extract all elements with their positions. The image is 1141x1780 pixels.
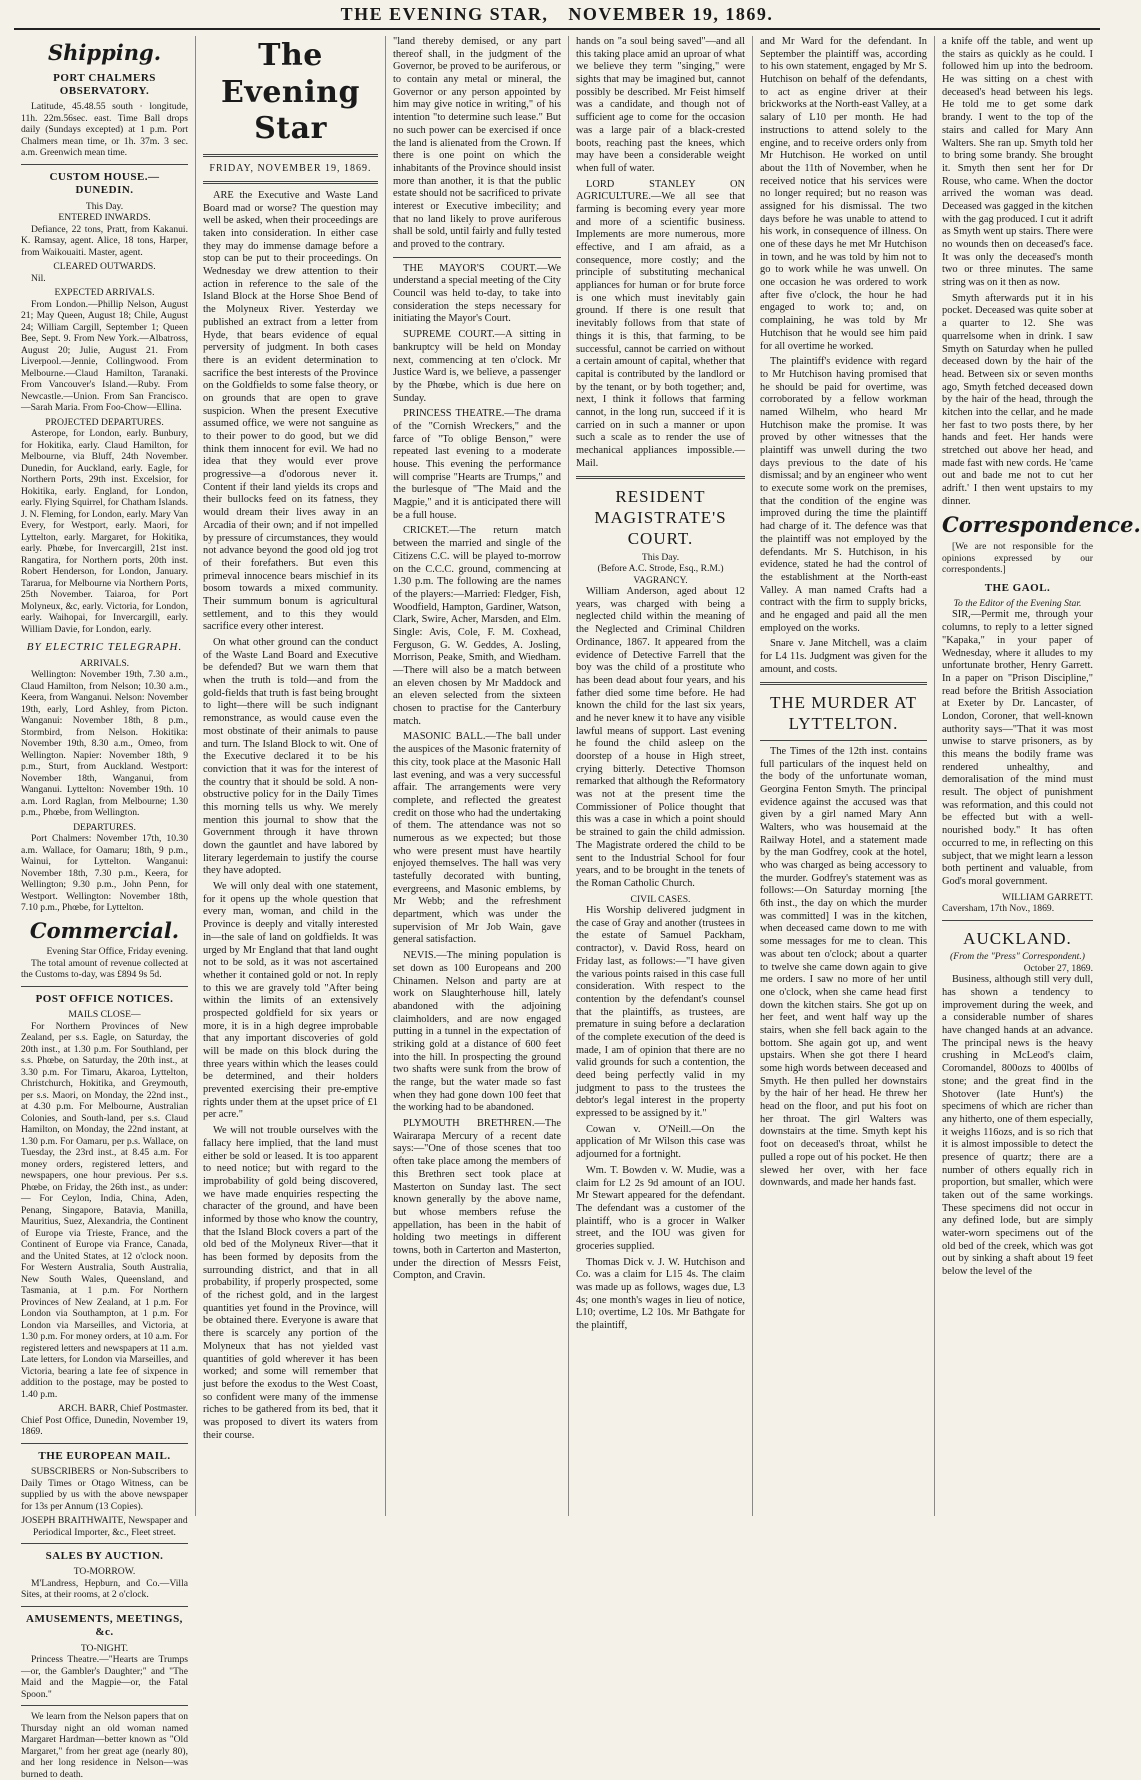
entered-text: Defiance, 22 tons, Pratt, from Kakanui. K. Ramsay, agent. Alice, 18 tons, Harper, from Waikouaiti. Master, agent. [21,223,188,258]
divider [21,1705,188,1706]
customs-heading: CUSTOM HOUSE.—DUNEDIN. [49,170,160,197]
news-cricket: CRICKET.—The return match between the married and single of the Citizens C.C. will be played to-morrow on the C.C.C. ground, commencing at 1.30 p.m. The following are the names of the players:—Married: Fledger, Fish, Woodfield, Hampton, Gardiner, Watson, Clark, Swire, Acher, Marsden, and Elm. Single: Avis, Cole, F. M. Coxhead, Ferguson, G. W. Geddes, A. Josling, Morrison, Peake, Smith, and Wiedham.—There will also be a match between an eleven chosen by Mr Maddock and an eleven selected from the sixteen chosen to practise for the Canterbury match. [393,525,561,727]
divider [393,257,561,258]
news-supreme-court: SUPREME COURT.—A sitting in bankruptcy will be held on Monday next, commencing at ten o'clock. Mr Justice Ward is, we believe, a passenger by the Phœbe, which is due here on Sunday. [393,329,561,404]
observatory-heading: PORT CHALMERS OBSERVATORY. [53,71,156,98]
auckland-heading: AUCKLAND. [963,928,1072,948]
divider [21,1543,188,1544]
column-leader [196,36,386,1516]
commercial-text: The total amount of revenue collected at the Customs to-day, was £894 9s 5d. [21,957,188,981]
european-mail-text: SUBSCRIBERS or Non-Subscribers to Daily Times or Otago Witness, can be supplied by us with the above newspaper for 13s per Annum (13 Copies). [21,1466,188,1512]
civil-cases-heading: CIVIL CASES. [630,893,691,905]
divider [203,154,378,157]
commercial-office: Evening Star Office, Friday evening. [46,946,188,958]
vagrancy-heading: VAGRANCY. [633,574,688,586]
divider [760,682,927,685]
masthead [14,0,1100,30]
column-murder [753,36,935,1516]
news-masonic-ball: MASONIC BALL.—The ball under the auspices of the Masonic fraternity of this city, took place at the Masonic Hall last evening, and was a very successful affair. The arrangements were very complete, and reflected the greatest credit on those who had the undertaking of them. The attendance was not so numerous as we expected; but those who were present must have heartily enjoyed themselves. The hall was very tastefully decorated with bunting, evergreens, and Masonic emblems, by Mr Webb; and the refreshment department, which was under the supervision of Mr Job Wain, gave general satisfaction. [393,731,561,946]
murder-continued: a knife off the table, and went up the stairs as quickly as he could. I followed him up into the bedroom. He was sitting on a chest with deceased's head between his legs. He told me to get some dark brandy. I went to the top of the stairs and called for Mary Ann Walters. She ran up. Smyth told her to bring some brandy. She brought it. Smyth then sent her for Dr Rouse, who came. When the doctor arrived the woman was dead. Deceased was gagged in the kitchen with the gag produced. I cut it adrift as Smyth went up stairs. There were no wounds then on deceased's face. It was only the deceased's month two or three minutes. The same string was on it then as now. [942,36,1093,289]
cleared-heading: CLEARED OUTWARDS. [53,261,156,273]
sales-text: M'Landress, Hepburn, and Co.—Villa Sites, at their rooms, at 2 o'clock. [21,1577,188,1601]
departures-text: Port Chalmers: November 17th, 10.30 a.m. Wallace, for Oamaru; 18th, 9 p.m., Wainui, for Lyttelton. Wanganui: November 18th, 7.30 p.m., Keera, for Wellington; 9.30 p.m., John Penn, for Westport. Wellington: November 18th, 7.10 p.m., Phœbe, for Lyttelton. [21,833,188,914]
divider [203,181,378,184]
divider [21,164,188,165]
rm-before: (Before A.C. Strode, Esq., R.M.) [597,563,724,575]
divider [760,740,927,741]
vagrancy-text: William Anderson, aged about 12 years, was charged with being a neglected child within the meaning of the Neglected and Criminal Children Ordinance, 1867. It appeared from the evidence of Detective Farrell that the boy was the child of a prostitute who has been dead about four years, and his father died some time before. He had known the child for the last six years, and he never knew it to have any visible lawful means of support. Last evening he found the child asleep on the doorstep of a house in High street, crying bitterly. Detective Thomson remarked that although the Reformatory was not at the present time the Commissioner of Police thought that this was a case in which a point should be strained to gain the child admission. The Magistrate ordered the child to be sent to the Industrial School for four years, and to be brought in the tenets of the Roman Catholic Church. [576,586,745,889]
case-snare: Snare v. Jane Mitchell, was a claim for L4 11s. Judgment was given for the amount, and costs. [760,638,927,675]
auckland-from: (From the "Press" Correspondent.) [950,951,1085,963]
case-dick-continued: and Mr Ward for the defendant. In September the plaintiff was, according to his own statement, engaged by Mr S. Hutchison on behalf of the defendants, to act as engine driver at their brickworks at the North-east Valley, at a salary of L10 per month. He had instructions to attend solely to the engine, and to receive orders only from Mr Hutchison. He worked on until about the 11th of November, when he received notice that his services were no longer required; but no reason was assigned for his dismissal. The two days before he was unable to attend to his work, in consequence of illness. On one of these days he met Mr Hutchison in town, and he was told by him not to go to work while he was unwell. On one occasion he was ordered to work after five o'clock, the hour he had engaged to work to; and, on complaining, he was told by Mr Hutchison that he would see him paid for all overtime he worked. [760,36,927,352]
murder-text: The Times of the 12th inst. contains full particulars of the inquest held on the body of the unfortunate woman, Georgina Fenton Smyth. The principal evidence against the accused was that given by a girl named Mary Ann Walters, who was housemaid at the Railway Hotel, and a statement made by the man Godfrey, cook at the hotel, who was charged as being accessory to the murder. Godfrey's statement was as follows:—On Saturday morning [the 6th inst., the day on which the murder was committed] I was in the kitchen, when deceased came down to me with some messages for me to clean. This was about ten o'clock; about a quarter to twelve she came down again to give me orders. I saw no more of her until one o'clock, when she came head first down the kitchen stairs. She got up on her feet, and went half way up the stairs, when she fell back again to the bottom. She again got up, and went upstairs. When she got there I heard some high words between deceased and Smyth. He then pulled her downstairs by the hair of her head. He threw her head on the floor, and put his foot on her throat. The girl Walters was downstairs at the time. Smyth kept his foot on deceased's throat, whilst he pulled a rope out of his pocket. He then slewed her over, with her face downwards, and made her hands fast. [760,745,927,1189]
gaol-heading: THE GAOL. [984,581,1051,594]
leader-continued: "land thereby demised, or any part thereof shall, in the judgment of the Governor, be proved to be auriferous, or to contain any metal or mineral, the Governor or any person appointed by him may give notice in writing," of his intention "to determine such lease." But no such power can be exercised if once the land is alienated from the Crown. If there is one point on which the inhabitants of the Province should insist more than another, it is that the public estate should not be sacrificed to private interest or Executive imbecility; and that no land likely to prove auriferous shall be sold, until fairly and fully tested and proved to the contrary. [393,36,561,250]
rm-day: This Day. [641,551,680,563]
shipping-heading: Shipping. [47,40,162,65]
news-plymouth-brethren: PLYMOUTH BRETHREN.—The Wairarapa Mercury of a recent date says:—"One of those scenes that too often take place among the members of this Brethren sect took place at Masterton on Sunday last. The sect known generally by the above name, but whose members refuse the appellation, has been in the habit of holding two meetings in different towns, both in Carterton and Masterton, under the direction of Messrs Feist, Compton, and Cravin. [393,1118,561,1282]
murder-heading: THE MURDER AT LYTTELTON. [769,693,918,734]
case-bowden: Wm. T. Bowden v. W. Mudie, was a claim for L2 2s 9d amount of an IOU. Mr Stewart appeared for the defendant. The defendant was a customer of the plaintiff, who is a grocer in Walker street, and the IOU was given for groceries supplied. [576,1164,745,1252]
brethren-continued: hands on "a soul being saved"—and all this taking place amid an uproar of what we believe they term "singing," were sights that may be imagined but, cannot possibly be described. Mr Feist himself was a candidate, and though not of sufficient age to come for the occasion was a large pair of a black-crested boots, reaching past the knees, which may have been a considerable weight when full of water. [576,36,745,174]
correspondence-heading: Correspondence. [942,512,1141,538]
leader-paragraph-3: We will only deal with one statement, for it opens up the whole question that every man, woman, and child in the Province is deeply and vitally interested in—the sale of land on goldfields. It was urged by Mr England that that land ought not to be sold, as it was not ascertained whether it contained gold or not. In reply to this we are gravely told "After being within the limits of an extensively prospected goldfield for six years or more, it is in a high degree improbable that any important discoveries of gold will be made on this block during the three years within which the leases could be determined, and their holders prevented exercising their pre-emptive rights under them at the upset price of £1 per acre." [203,881,378,1121]
case-cowan: Cowan v. O'Neill.—On the application of Mr Wilson this case was adjourned for a fortnight. [576,1123,745,1161]
closing-paragraph: We learn from the Nelson papers that on Thursday night an old woman named Margaret Hardman—better known as "Old Margaret," from her great age (nearly 80), and her long residence in Nelson—was burned to death. [21,1711,188,1780]
resident-magistrates-heading: RESIDENT MAGISTRATE'S COURT. [594,487,727,548]
columns [14,36,1141,1780]
expected-heading: EXPECTED ARRIVALS. [54,287,155,299]
leader-paragraph-2: On what other ground can the conduct of the Waste Land Board and Executive be defended? But we warn them that when the truth is told—and from the gold-fields that truth is fast being brought to light—there will be such indignant remonstrance, as would cause even the most obstinate of their animals to pause and turn. The Island Block to wit. One of the Executive declared it to be his conviction that it was for the interest of the country that it should be sold. A non-obstructive policy for in the Daily Times this morning tells us why. We merely mention this journal to show that the Government through it have thrown down the gauntlet and have labored by literary legerdemain to justify the course they have adopted. [203,637,378,877]
gaol-signature: WILLIAM GARRETT. [1002,891,1093,903]
divider [21,986,188,987]
departures-heading: DEPARTURES. [73,821,136,833]
divider [21,1443,188,1444]
leader-paragraph-4: We will not trouble ourselves with the fallacy here implied, that the land must either be sold or leased. It is too apparent to need notice; but with regard to the improbability of gold being discovered, we have made enquiries respecting the character of the ground, and have been informed by those who know the country, that the Island Block covers a part of the old bed of the Molyneux River—that it has been formed by deposits from the surrounding district, and that in all probability, if properly prospected, some of the richest gold, and in the largest quantities yet found in the Province, will be obtained there. Everyone is aware that there is scarcely any portion of the Molyneux that has not yielded vast quantities of gold wherever it has been worked; and some will remember that just before the exodus to the West Coast, so confident were many of the immense riches to be gathered from its bed, that it was proposed to divert its waters from their course. [203,1125,378,1441]
sales-heading: SALES BY AUCTION. [45,1550,164,1563]
post-text: For Northern Provinces of New Zealand, per s.s. Eagle, on Saturday, the 20th inst., at 1.30 p.m. For Southland, per s.s. Phœbe, on Saturday, the 20th inst., at 3.30 p.m. For Timaru, Akaroa, Lyttelton, Christchurch, Hokitika, and Greymouth, per s.s. Maori, on Monday, the 22nd inst., at 4.30 p.m. For Melbourne, Australian Colonies, and South-land, per s.s. Claud Hamilton, on Monday, the 22nd instant, at 1.30 p.m. For Oamaru, per p.s. Wallace, on Tuesday, the 23rd inst., at 8.45 a.m. For money orders, registered letters, and newspapers, one hour previous. Per s.s. Phœbe, on Friday, the 26th inst., as under:— For Ceylon, India, China, Aden, Penang, Singapore, Batavia, Manilla, Mauritius, Suez, Alexandria, the Continent of Europe via Trieste, France, and the Continent of Europe via France, Canada, and the United States, at 12 o'clock noon. For Western Australia, South Australia, New South Wales, Queensland, and Tasmania, at 1 p.m. For Northern Provinces of New Zealand, at 1 p.m. For London via Southampton, at 1 p.m. For London via Marseilles, and Victoria, at 1.30 p.m. For money orders, at 10 a.m. For registered letters and newspapers at 11 a.m. Late letters, for London via Marseilles, and Victoria, bearing a late fee of sixpence in addition to the postage, may be posted to 1.40 p.m. [21,1020,188,1400]
gaol-addressee: To the Editor of the Evening Star. [953,597,1082,609]
news-nevis: NEVIS.—The mining population is set down as 100 Europeans and 200 Chinamen. Nelson and party are at work on Slaughterhouse hill, lately abandoned with the adjoining claimholders, and are now engaged putting in a tunnel in the expectation of striking gold at a distance of 600 feet into the hill. In prospecting the ground two shafts were sunk from the brow of the range, but the water made so fast when they had gone down 100 feet that the working had to be abandoned. [393,950,561,1114]
amusements-sub: TO-NIGHT. [80,1642,129,1654]
customs-day: This Day. [85,200,124,212]
post-signature: ARCH. BARR, Chief Postmaster. [57,1403,188,1415]
expected-text: From London.—Phillip Nelson, August 21; May Queen, August 18; Chile, August 24; William Cargill, September 1; Queen Bee, Sept. 9. From New York.—Albatross, August 20; Julie, August 21. From Liverpool.—Jennie, Collingwood. From Melbourne.—Claud Hamilton, Taranaki. From Vancouver's Island.—Ruby. From Newcastle.—Union. From San Francisco.—Sarah Maria. From Foo-Chow—Ellina. [21,298,188,414]
telegraph-heading: BY ELECTRIC TELEGRAPH. [26,641,183,654]
news-mayors-court: THE MAYOR'S COURT.—We understand a special meeting of the City Council was held to-day, to take into consideration the steps necessary for initiating the Mayor's Court. [393,262,561,325]
auckland-date: October 27, 1869. [1023,962,1093,974]
column-local-news [386,36,569,1516]
european-mail-heading: THE EUROPEAN MAIL. [38,1449,171,1462]
leader-paragraph-1: ARE the Executive and Waste Land Board mad or worse? The question may well be asked, when their proceedings are taken into consideration. In either case they may do immense damage before a stop can be put to their proceedings. On Wednesday we drew attention to their action in reference to the sale of the Island Block at the Horse Shoe Bend of the Molyneux River. Yesterday we published an extract from a letter from Hyde, that bears evidence of equal perversity of judgment. In both cases there is an evident determination to sacrifice the best interests of the Province on the Goldfields to some false theory, or on grounds that are open to grave suspicion. When the present Executive assumed office, we were not sanguine as to their power to do good, but we did think them innocent for evil. We had no idea that they would ever prove progressive—a d'odorous never it. Content if their land yields its crops and their bullocks feed on its fatness, they would dream their lives away in an Arcadia of their own; and if not impelled by pressure of circumstances, they would not advance beyond the good old jog trot of their forefathers. But even this primeval innocence bears mischief in its bosom towards a mixed community. Their summum bonum is agricultural settlement, and to this they would sacrifice every other interest. [203,189,378,633]
cleared-text: Nil. [31,272,46,284]
divider [576,476,745,479]
dateline: FRIDAY, NOVEMBER 19, 1869. [209,162,372,174]
masthead-date: NOVEMBER 19, 1869. [568,3,774,24]
projected-heading: PROJECTED DEPARTURES. [45,416,164,428]
gaol-letter: SIR,—Permit me, through your columns, to reply to a letter signed "Kapaka," in your paper of Wednesday, where it alludes to my unfortunate brother, Henry Garrett. In a paper on "Prison Discipline," read before the British Association at Exeter by Dr. Lancaster, of London, Coroner, that well-known authority says—"That it was most unwise to starve prisoners, as by this means the bodily frame was rendered unhealthy, and demoralisation of the mind must result. The object of punishment was reformation, and this could not be effected but with a well-nourished body." It has often occurred to me, in reflecting on this subject, that we might learn a lesson both pertinent and valuable, from God's moral government. [942,609,1093,887]
case-dick-evidence: The plaintiff's evidence with regard to Mr Hutchison having promised that he should be paid for overtime, was corroborated by a fellow workman named Wilhelm, who heard Mr Hutchison make the promise. It was proved by other witnesses that the plaintiff was unwell during the two days previous to the date of his dismissal; and by an engineer who went to execute some work on the premises, that the condition of the engine was improved during the time the plaintiff had charge of it. The defence was that the plaintiff was not employed by the defendants. Mr S. Hutchison, in his evidence, stated he had the control of the establishment at the North-east Valley. A man named Crafts had a contract with the firm to supply bricks, and he engaged and paid all the men employed on the works. [760,356,927,634]
news-lord-stanley: LORD STANLEY ON AGRICULTURE.—We all see that farming is becoming every year more and more of a scientific business. Implements are more numerous, more effective, and I am afraid, as a consequence, more costly; and the principle of substituting mechanical appliances for human or for brute force is one which must inevitably gain ground. If there is one result that inevitably follows from that state of things it is this, that farming, to be successful, cannot be carried on without a certain amount of capital, whether that capital is contributed by the landlord or by the tenant, or by both together; and, next, I think it follows that farming cannot, in the long run, succeed if it is carried on in such a manner or upon such a scale as to render the use of mechanical appliances impossible.—Mail. [576,178,745,469]
post-signature-place: Chief Post Office, Dunedin, November 19, 1869. [21,1414,188,1438]
correspondence-note: [We are not responsible for the opinions expressed by our correspondents.] [942,541,1093,576]
auckland-text: Business, although still very dull, has shown a tendency to improvement during the week, and a considerable number of shares have changed hands at an advance. The principal news is the heavy crushing in McLeod's claim, Coromandel, 800ozs to 400lbs of stone; and the great find in the Shotover (late Hunt's) the specimens of which are richer than any hitherto, one of them especially, it weighs 116ozs, and is so rich that it is almost impossible to detect the presence of quartz; there are a number of others equally rich in proportion, but smaller, which were taken out of the same workings. These specimens did not occur in any defined lode, but are simply water-worn specimens out of the old bed of the creek, which was got out by sinking a shaft about 19 feet below the level of the [942,974,1093,1278]
divider [21,1606,188,1607]
mails-close: MAILS CLOSE— [68,1009,141,1021]
amusements-text: Princess Theatre.—"Hearts are Trumps—or, the Gambler's Daughter;" and "The Maid and the Magpie—or, the Fatal Spoon." [21,1654,188,1700]
civil-cases-text: His Worship delivered judgment in the case of Gray and another (trustees in the estate of Samuel Packham, contractor), v. David Ross, heard on Friday last, as follows:—"I have given the various points raised in this case full consideration. With respect to the contention by the defendant's counsel that the plaintiffs, as trustees, are premature in suing before a declaration of the complete execution of the deed is made, I am of opinion that there are no valid grounds for such a contention, the deed being perfectly valid in my judgment to pass to the trustees the debtor's legal interest in the property expressed to be assigned by it." [576,905,745,1120]
case-dick: Thomas Dick v. J. W. Hutchison and Co. was a claim for L15 4s. The claim was made up as follows, wages due, L3 4s; one month's wages in lieu of notice, L10; overtime, L2 10s. Mr Bathgate for the plaintiff, [576,1256,745,1332]
observatory-text: Latitude, 45.48.55 south · longitude, 11h. 22m.56sec. east. Time Ball drops daily (Sundays excepted) at 1 p.m. Port Chalmers mean time, or 1h. 37m. 3 sec. a.m. Greenwich mean time. [21,101,188,159]
column-shipping [14,36,196,1780]
column-court [569,36,753,1516]
news-princess-theatre: PRINCESS THEATRE.—The drama of the "Cornish Wreckers," and the farce of "To oblige Benson," were repeated last evening to a moderate house. This evening the performance will comprise "Hearts are Trumps," and the burlesque of "The Maid and the Magpie," and it is anticipated there will be a full house. [393,408,561,521]
entered-heading: ENTERED INWARDS. [58,212,151,224]
amusements-heading: AMUSEMENTS, MEETINGS, &c. [26,1612,183,1639]
nameplate: The Evening Star [221,38,360,147]
commercial-heading: Commercial. [29,917,180,943]
arrivals-text: Wellington: November 19th, 7.30 a.m., Claud Hamilton, from Nelson; 10.30 a.m., Keera, from Wanganui. Nelson: November 19th, early, Lord Ashley, from Picton. Wanganui: November 18th, 8 p.m., Stormbird, from Nelson. Hokitika: November 19th, 8.30 a.m., Omeo, from Wellington. Napier: November 18th, 9 p.m., Sturt, from Auckland. Westport: November 18th, Wanganui, from Wanganui. Lyttelton: November 19th. 10 a.m. Lord Raglan, from Melbourne; 1.30 p.m., Phœbe, from Wellington. [21,669,188,819]
european-mail-signature: JOSEPH BRAITHWAITE, Newspaper and Periodical Importer, &c., Fleet street. [21,1515,188,1538]
projected-text: Asterope, for London, early. Bunbury, for Hokitika, early. Claud Hamilton, for Melbourne, via Bluff, 24th November. Dunedin, for Auckland, early. Eagle, for Northern Ports, 29th inst. Excelsior, for Hokitika, early. England, for London, early. Flying Squirrel, for Chatham Islands. J. N. Fleming, for London, early. Mary Van Every, for Westport, early. Maori, for Lyttelton, early. Margaret, for Hokitika, early. Phœbe, for Invercargill, 21st inst. Rangatira, for Northern ports, 20th inst. Robert Henderson, for London, January. Tararua, for Melbourne via Northern Ports, 25th November. Taiaroa, for Port Molyneux, &c, early. Victoria, for London, early. Waihopai, for Invercargill, early. William Davie, for London, early. [21,428,188,635]
arrivals-heading: ARRIVALS. [79,657,130,669]
column-correspondence [935,36,1141,1516]
masthead-title: THE EVENING STAR, [340,3,549,24]
post-heading: POST OFFICE NOTICES. [35,992,174,1005]
sales-sub: TO-MORROW. [73,1566,136,1578]
gaol-place: Caversham, 17th Nov., 1869. [942,903,1055,915]
divider [942,920,1093,921]
murder-continued-2: Smyth afterwards put it in his pocket. Deceased was quite sober at a quarter to 12. She was quarrelsome when in drink. I saw Smyth on Saturday when he pulled deceased down by the hair of the head. Between six or seven months ago, Smyth fetched deceased down by the hair of the head, through the kitchen into the cellar, and he made her fast to two posts there, by her hands and feet. Her hands were stretched out above her head, and made fast with new cords. He 'came out and bade me not to cut her adrift.' I then went upstairs to my dinner. [942,292,1093,507]
